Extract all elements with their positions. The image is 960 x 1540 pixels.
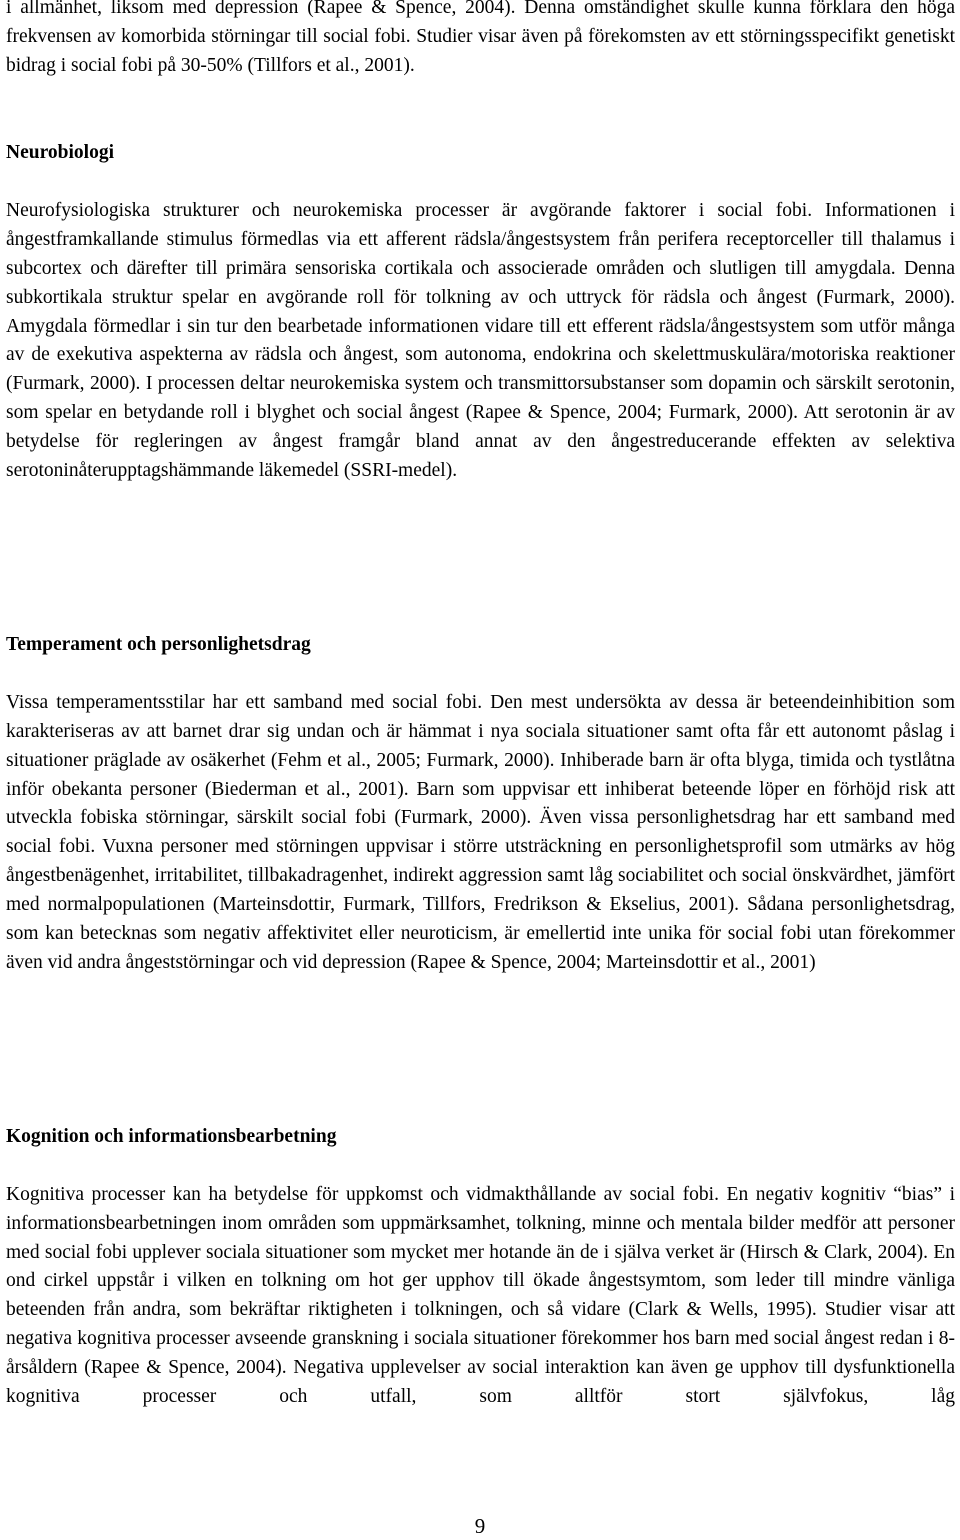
section-heading-neurobiologi: Neurobiologi	[6, 142, 114, 163]
section-paragraph-temperament: Vissa temperamentsstilar har ett samband med social fobi. Den mest undersökta av dessa är beteendeinhibition som karakteriseras av att barnet drar sig undan och är hämmat i nya sociala situationer samt ofta får ett autonomt påslag i situationer präglade av osäkerhet (Fehm et al., 2005; Furmark, 2000). Inhiberade barn är ofta blyga, timida och tystlåtna inför obekanta personer (Biederman et al., 2001). Barn som uppvisar ett inhiberat beteende löper en förhöjd risk att utveckla fobiska störningar, särskilt social fobi (Furmark, 2000). Även vissa personlighetsdrag har ett samband med social fobi. Vuxna personer med störningen uppvisar i större utsträckning en personlighetsprofil som utmärks av hög ångestbenägenhet, irritabilitet, tillbakadragenhet, indirekt aggression samt låg sociabilitet och social önskvärdhet, jämfört med normalpopulationen (Marteinsdottir, Furmark, Tillfors, Fredrikson & Ekselius, 2001). Sådana personlighetsdrag, som kan betecknas som negativ affektivitet eller neuroticism, är emellertid inte unika för social fobi utan förekommer även vid andra ångeststörningar och vid depression (Rapee & Spence, 2004; Marteinsdottir et al., 2001)	[6, 691, 955, 973]
section-paragraph-neurobiologi: Neurofysiologiska strukturer och neurokemiska processer är avgörande faktorer i social fobi. Informationen i ångestframkallande stimulus förmedlas via ett afferent rädsla/ångestsystem från perifera receptorceller till thalamus i subcortex och därefter till primära sensoriska cortikala och associerade områden och slutligen till amygdala. Denna subkortikala struktur spelar en avgörande roll för tolkning av och uttryck för rädsla och ångest (Furmark, 2000). Amygdala förmedlar i sin tur den bearbetade informationen vidare till ett efferent rädsla/ångestsystem som utför många av de exekutiva aspekterna av rädsla och ångest, som autonoma, endokrina och skelettmuskulära/motoriska reaktioner (Furmark, 2000). I processen deltar neurokemiska system och transmittorsubstanser som dopamin och särskilt serotonin, som spelar en betydande roll i blyghet och social ångest (Rapee & Spence, 2004; Furmark, 2000). Att serotonin är av betydelse för regleringen av ångest framgår bland annat av den ångestreducerande effekten av selektiva serotoninåterupptagshämmande läkemedel (SSRI-medel).	[6, 199, 955, 482]
section-heading-temperament: Temperament och personlighetsdrag	[6, 633, 311, 655]
document-page	[6, 0, 955, 1412]
intro-paragraph: i allmänhet, liksom med depression (Rapee & Spence, 2004). Denna omständighet skulle kunna förklara den höga frekvensen av komorbida störningar till social fobi. Studier visar även på förekomsten av ett störningsspecifikt genetiskt bidrag i social fobi på 30-50% (Tillfors et al., 2001).	[6, 0, 955, 76]
page-number: 9	[474, 1514, 486, 1538]
section-heading-kognition: Kognition och informationsbearbetning	[6, 1125, 337, 1147]
section-paragraph-kognition: Kognitiva processer kan ha betydelse för uppkomst och vidmakthållande av social fobi. En negativ kognitiv “bias” i informationsbearbetningen inom områden som uppmärksamhet, tolkning, minne och mentala bilder medför att personer med social fobi upplever sociala situationer som mycket mer hotande än de i själva verket är (Hirsch & Clark, 2004). En ond cirkel uppstår i vilken en tolkning om hot ger upphov till ökade ångestsymtom, som leder till mindre vänliga beteenden från andra, som bekräftar riktigheten i tolkningen, och så vidare (Clark & Wells, 1995). Studier visar att negativa kognitiva processer avseende granskning i sociala situationer förekommer hos barn med social ångest redan i 8-årsåldern (Rapee & Spence, 2004). Negativa upplevelser av social interaktion kan även ge upphov till dysfunktionella kognitiva processer och utfall, som alltför stort självfokus, låg	[6, 1183, 955, 1408]
